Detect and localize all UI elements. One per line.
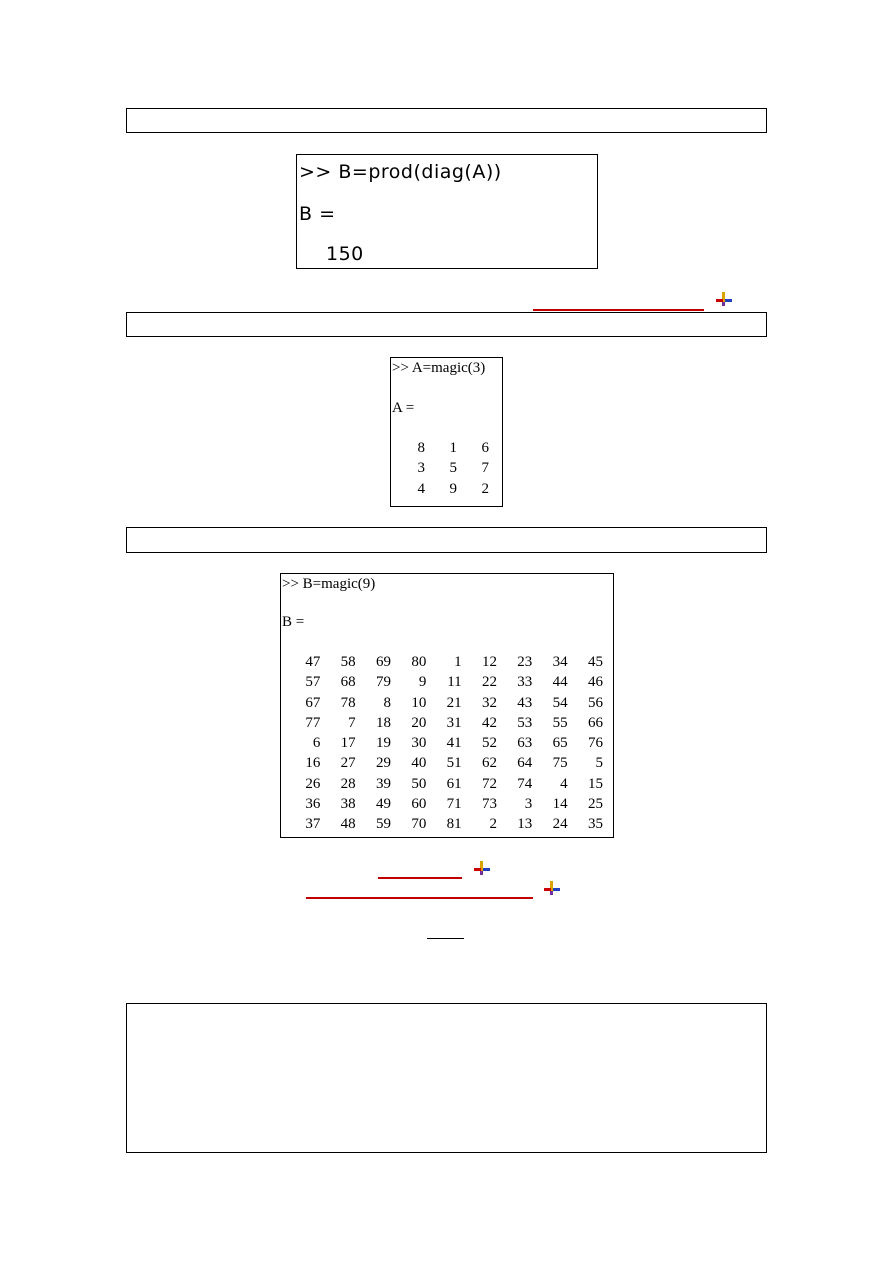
matrix-cell: 61: [446, 775, 462, 792]
matrix-cell: 54: [552, 694, 568, 711]
matrix-cell: 79: [375, 674, 391, 691]
matrix-cell: 44: [552, 674, 568, 691]
matrix-cell: 26: [305, 775, 321, 792]
matrix-cell: 2: [481, 480, 489, 497]
heading-strip-1: [126, 108, 767, 133]
matrix-row: [393, 479, 489, 499]
anchor-icon[interactable]: [716, 292, 732, 306]
matrix-cell: 74: [517, 775, 533, 792]
matrix-cell: 63: [517, 735, 533, 752]
matrix-cell: 3: [524, 796, 533, 813]
matrix-cell: 1: [454, 654, 462, 670]
matrix-cell: 47: [305, 654, 321, 670]
matrix-cell: 3: [417, 460, 425, 477]
matrix-cell: 6: [312, 735, 321, 752]
matrix-cell: 28: [340, 775, 356, 792]
matrix-cell: 12: [481, 654, 497, 670]
matrix-cell: 66: [588, 714, 603, 731]
matrix-row: [285, 652, 603, 672]
matrix-table: [285, 652, 603, 835]
matrix-cell: 70: [411, 816, 427, 833]
matrix-cell: 24: [552, 816, 568, 833]
matrix-cell: 77: [305, 714, 321, 731]
matrix-cell: 2: [489, 816, 497, 833]
matrix-cell: 69: [375, 654, 391, 670]
matrix-cell: 60: [411, 796, 427, 813]
matrix-row: [285, 774, 603, 794]
matrix-cell: 65: [552, 735, 568, 752]
matrix-cell: 45: [588, 654, 603, 670]
matlab-output-magic3: [390, 357, 503, 507]
matrix-cell: 75: [552, 755, 568, 772]
anchor-icon[interactable]: [544, 881, 560, 895]
matrix-cell: 19: [375, 735, 391, 752]
matrix-cell: 80: [411, 654, 427, 670]
matrix-cell: 17: [340, 735, 356, 752]
matrix-cell: 30: [411, 735, 427, 752]
matrix-cell: 48: [340, 816, 356, 833]
matrix-cell: 43: [517, 694, 533, 711]
matrix-cell: 7: [481, 460, 489, 477]
matrix-cell: 40: [411, 755, 427, 772]
matrix-cell: 7: [348, 714, 356, 731]
result-value: 150: [326, 243, 364, 265]
matrix-cell: 49: [375, 796, 391, 813]
matrix-cell: 46: [588, 674, 603, 691]
matrix-cell: 22: [481, 674, 497, 691]
matrix-cell: 36: [305, 796, 321, 813]
matlab-output-magic9: [280, 573, 614, 838]
matrix-cell: 42: [481, 714, 497, 731]
matrix-cell: 9: [449, 480, 457, 497]
matrix-cell: 14: [552, 796, 568, 813]
variable-label: B =: [299, 203, 336, 225]
command-line: >> B=prod(diag(A)): [299, 161, 502, 183]
matrix-cell: 41: [446, 735, 462, 752]
matrix-row: [285, 713, 603, 733]
matrix-cell: 29: [375, 755, 391, 772]
matrix-cell: 9: [418, 674, 427, 691]
hyperlink-underline[interactable]: [306, 897, 533, 899]
matrix-cell: 34: [552, 654, 568, 670]
matrix-cell: 6: [481, 440, 489, 456]
matlab-output-prod-diag: [296, 154, 598, 269]
matrix-row: [285, 693, 603, 713]
matrix-cell: 5: [595, 755, 603, 772]
matrix-row: [285, 794, 603, 814]
matrix-cell: 81: [446, 816, 462, 833]
command-line: >> B=magic(9): [282, 576, 376, 592]
short-rule: [427, 938, 464, 939]
matrix-cell: 25: [588, 796, 603, 813]
matrix-cell: 52: [481, 735, 497, 752]
matrix-cell: 37: [305, 816, 321, 833]
matrix-row: [285, 814, 603, 834]
matrix-row: [393, 438, 489, 458]
command-line: >> A=magic(3): [392, 360, 486, 376]
matrix-cell: 13: [517, 816, 533, 833]
matrix-cell: 58: [340, 654, 356, 670]
matrix-cell: 1: [449, 440, 457, 456]
heading-strip-2: [126, 312, 767, 337]
matrix-cell: 11: [447, 674, 462, 691]
matrix-cell: 38: [340, 796, 356, 813]
matrix-cell: 27: [340, 755, 356, 772]
matrix-cell: 18: [375, 714, 391, 731]
matrix-cell: 57: [305, 674, 321, 691]
matrix-cell: 21: [446, 694, 462, 711]
matrix-cell: 67: [305, 694, 321, 711]
variable-label: A =: [392, 400, 415, 416]
matrix-cell: 68: [340, 674, 356, 691]
answer-box: [126, 1003, 767, 1153]
matrix-cell: 15: [588, 775, 603, 792]
matrix-cell: 35: [588, 816, 603, 833]
matrix-row: [393, 458, 489, 478]
matrix-cell: 8: [417, 440, 425, 456]
matrix-row: [285, 733, 603, 753]
matrix-cell: 51: [446, 755, 462, 772]
anchor-icon[interactable]: [474, 861, 490, 875]
matrix-cell: 32: [481, 694, 497, 711]
matrix-cell: 71: [446, 796, 462, 813]
matrix-cell: 72: [481, 775, 497, 792]
matrix-cell: 5: [449, 460, 457, 477]
matrix-cell: 23: [517, 654, 533, 670]
matrix-row: [285, 672, 603, 692]
matrix-cell: 16: [305, 755, 321, 772]
matrix-cell: 64: [517, 755, 533, 772]
matrix-cell: 53: [517, 714, 533, 731]
matrix-cell: 50: [411, 775, 427, 792]
matrix-cell: 31: [446, 714, 462, 731]
matrix-cell: 10: [411, 694, 427, 711]
hyperlink-underline[interactable]: [378, 877, 462, 879]
heading-strip-3: [126, 527, 767, 553]
matrix-cell: 62: [481, 755, 497, 772]
matrix-cell: 73: [481, 796, 497, 813]
matrix-cell: 76: [588, 735, 603, 752]
hyperlink-underline[interactable]: [533, 309, 704, 311]
matrix-table: [393, 438, 489, 499]
matrix-cell: 39: [375, 775, 391, 792]
matrix-cell: 20: [411, 714, 427, 731]
matrix-cell: 8: [383, 694, 391, 711]
matrix-cell: 59: [375, 816, 391, 833]
matrix-cell: 55: [552, 714, 568, 731]
matrix-cell: 33: [517, 674, 533, 691]
matrix-cell: 4: [417, 480, 425, 497]
matrix-cell: 78: [340, 694, 356, 711]
variable-label: B =: [282, 614, 305, 630]
matrix-cell: 56: [588, 694, 603, 711]
matrix-cell: 4: [560, 775, 568, 792]
matrix-row: [285, 753, 603, 773]
